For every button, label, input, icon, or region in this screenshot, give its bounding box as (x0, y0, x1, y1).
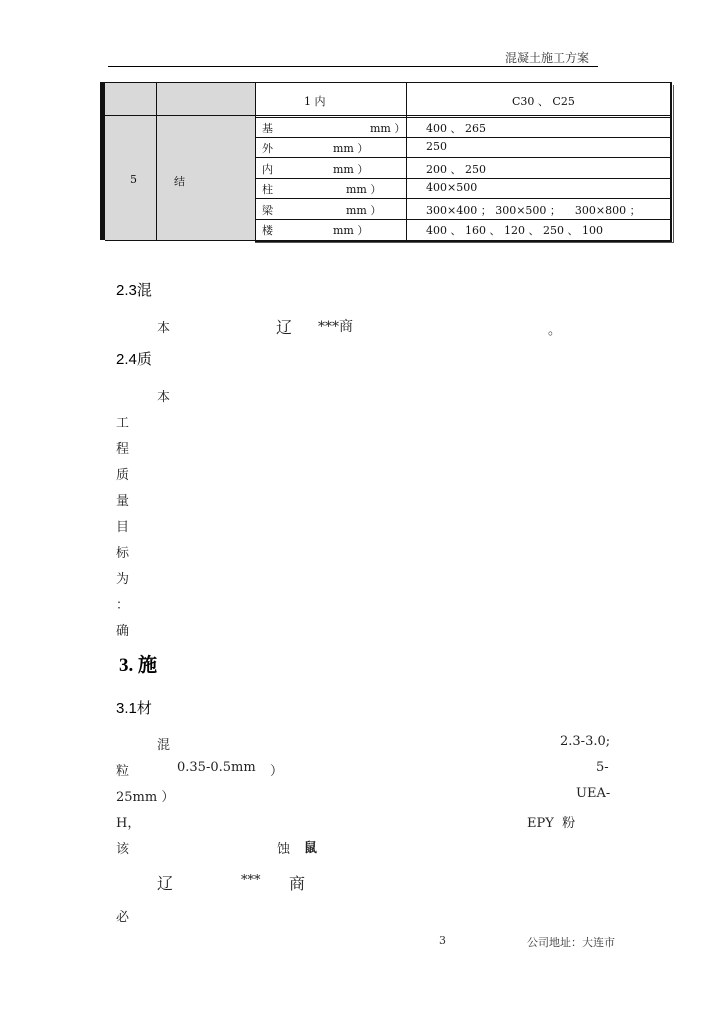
table-row-number: 5 (130, 173, 137, 186)
s24-vertical-char: 标 (116, 546, 130, 561)
s24-vertical-char: 程 (116, 442, 130, 457)
s24-vertical-char: ： (116, 598, 130, 613)
table-row-label: 外 (262, 142, 273, 155)
header-title: 混凝土施工方案 (505, 51, 590, 65)
s31-l5b: 蚀 (277, 842, 291, 857)
table-row-label: 基 (262, 122, 273, 135)
s23-text-a: 本 (157, 321, 171, 336)
table-header-col4: C30 、 C25 (512, 95, 575, 108)
table-row-label: 柱 (262, 183, 273, 196)
s31-l1a: 混 (157, 738, 171, 753)
s24-vertical-char: 为 (116, 572, 130, 587)
section-2-4-heading: 2.4质 (116, 351, 152, 368)
s24-vertical-char: 量 (116, 494, 130, 509)
s24-vertical-char: 工 (116, 416, 130, 431)
header-rule (108, 66, 598, 67)
table-row-unit: mm ） (333, 224, 369, 237)
spec-table (100, 82, 672, 242)
s24-vertical-char: 目 (116, 520, 130, 535)
table-row-value: 250 (426, 140, 447, 153)
table-row-value: 300×400 ； 300×500 ； 300×800 ； (426, 204, 641, 217)
s31-l1b: 2.3-3.0; (560, 734, 611, 749)
table-row-value: 400×500 (426, 181, 478, 194)
table-gray-fill (105, 82, 255, 240)
s24-first: 本 (157, 390, 171, 405)
table-row-value: 400 、 160 、 120 、 250 、 100 (426, 224, 603, 237)
s31-l2c: ） (270, 764, 284, 779)
s31-l4a: H， (116, 816, 141, 831)
s31-l3a: 25mm ） (116, 790, 175, 805)
s23-text-d: 。 (548, 323, 562, 338)
s31-l4b: EPY 粉 (527, 816, 576, 831)
table-row-label: 楼 (262, 224, 273, 237)
table-header-col3: 1 内 (304, 95, 326, 108)
table-row-label: 内 (262, 163, 273, 176)
table-row-value: 200 、 250 (426, 163, 486, 176)
s31-l2a: 粒 (116, 764, 130, 779)
s23-text-c: ***商 (318, 319, 353, 335)
s31-l5a: 该 (116, 842, 130, 857)
s31-l6b: *** (241, 873, 261, 888)
s24-vertical-char: 确 (116, 624, 130, 639)
table-row-unit: mm ） (346, 204, 382, 217)
s31-l5c: 鼠 (304, 841, 318, 856)
table-row-value: 400 、 265 (426, 122, 486, 135)
s31-l2d: 5- (596, 760, 609, 775)
table-row-unit: mm ） (333, 142, 369, 155)
s24-vertical-char: 质 (116, 468, 130, 483)
s23-text-b: 辽 (276, 318, 293, 337)
section-3-1-heading: 3.1材 (116, 700, 152, 717)
s31-l6a: 辽 (157, 874, 174, 893)
table-row-unit: mm ） (370, 122, 406, 135)
s31-l2b: 0.35-0.5mm (177, 760, 256, 775)
s31-l7a: 必 (116, 910, 130, 925)
footer-address: 公司地址：大连市 (527, 936, 615, 949)
footer-page-number: 3 (439, 934, 446, 947)
s31-l3b: UEA- (576, 786, 611, 801)
table-row-label: 梁 (262, 204, 273, 217)
table-row-unit: mm ） (346, 183, 382, 196)
s31-l6c: 商 (289, 874, 306, 893)
section-2-3-heading: 2.3混 (116, 282, 152, 299)
table-row-name: 结 (174, 175, 185, 188)
table-row-unit: mm ） (333, 163, 369, 176)
section-3-heading: 3. 施 (119, 655, 158, 676)
